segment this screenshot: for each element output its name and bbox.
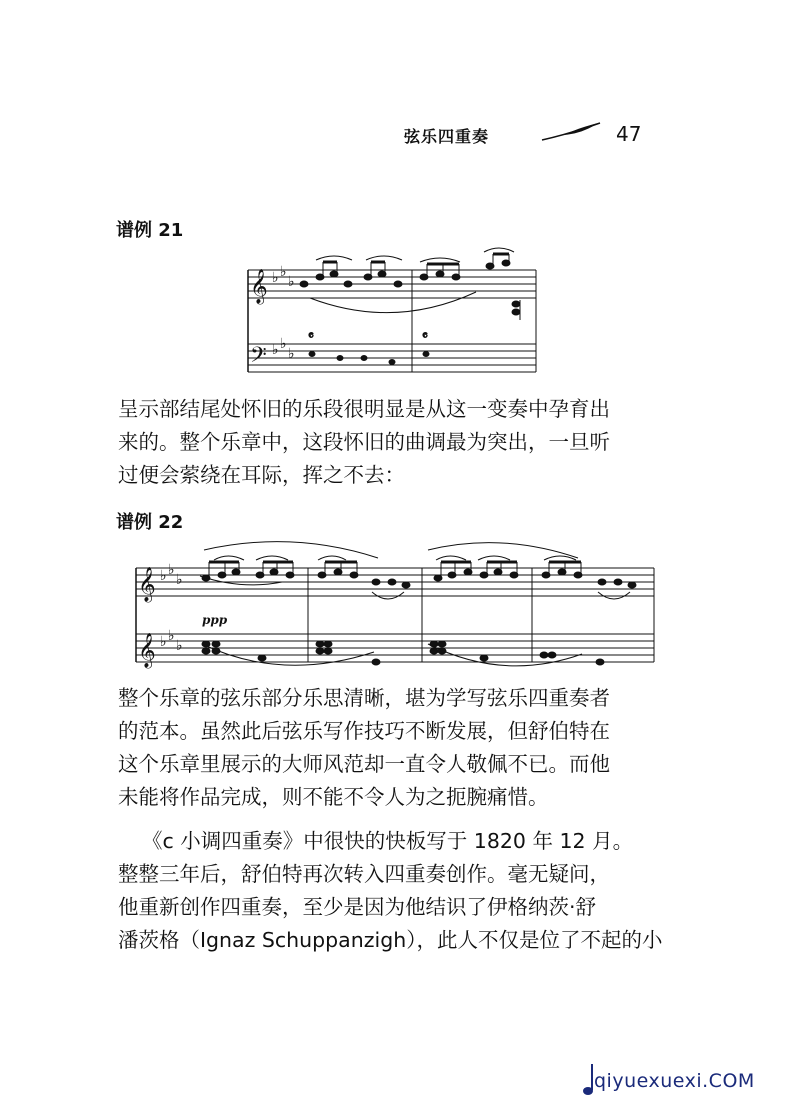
music-example-21 (244, 246, 540, 386)
watermark-text: qiyuexuexi.COM (594, 1070, 755, 1092)
treble-clef-icon: 𝄞 (138, 567, 156, 602)
paragraph-line: 呈示部结尾处怀旧的乐段很明显是从这一变奏中孕育出 (118, 397, 610, 421)
paragraph-2 (118, 682, 678, 814)
svg-text:♭: ♭ (280, 336, 287, 352)
svg-text:♭: ♭ (168, 562, 175, 578)
example-21-label: 谱例 21 (116, 220, 184, 241)
paragraph-line: 他重新创作四重奏，至少是因为他结识了伊格纳茨·舒 (118, 895, 597, 919)
paragraph-line: 整整三年后，舒伯特再次转入四重奏创作。毫无疑问， (118, 862, 610, 886)
paragraph-line: 的范本。虽然此后弦乐写作技巧不断发展，但舒伯特在 (118, 719, 610, 743)
paragraph-line: 《c 小调四重奏》中很快的快板写于 1820 年 12 月。 (142, 829, 634, 853)
paragraph-1 (118, 393, 678, 492)
paragraph-line: 潘茨格（Ignaz Schuppanzigh），此人不仅是位了不起的小 (118, 928, 663, 952)
svg-text:♭: ♭ (160, 568, 167, 584)
svg-text:♭: ♭ (280, 264, 287, 280)
svg-text:♭: ♭ (176, 638, 183, 654)
treble-clef-icon: 𝄞 (250, 269, 268, 304)
running-header-title: 弦乐四重奏 (404, 127, 490, 146)
svg-text:♭: ♭ (168, 628, 175, 644)
svg-text:♭: ♭ (288, 274, 295, 290)
example-22-label: 谱例 22 (116, 512, 184, 533)
paragraph-line: 整个乐章的弦乐部分乐思清晰，堪为学写弦乐四重奏者 (118, 686, 610, 710)
music-example-22 (132, 536, 660, 674)
svg-text:♭: ♭ (176, 572, 183, 588)
paragraph-3 (118, 825, 678, 957)
page-number: 47 (616, 122, 642, 146)
bass-clef-icon: 𝄢 (250, 343, 267, 373)
quill-ornament-icon (540, 120, 604, 144)
paragraph-line: 这个乐章里展示的大师风范却一直令人敬佩不已。而他 (118, 752, 610, 776)
paragraph-line: 来的。整个乐章中，这段怀旧的曲调最为突出，一旦听 (118, 430, 610, 454)
svg-text:♭: ♭ (160, 634, 167, 650)
svg-text:♭: ♭ (288, 346, 295, 362)
paragraph-line: 未能将作品完成，则不能不令人为之扼腕痛惜。 (118, 785, 549, 809)
svg-text:𝄴: 𝄴 (422, 329, 428, 344)
treble-clef-icon: 𝄞 (138, 633, 156, 668)
svg-text:♭: ♭ (272, 270, 279, 286)
paragraph-line: 过便会萦绕在耳际，挥之不去： (118, 463, 405, 487)
dynamic-marking: ppp (202, 613, 228, 627)
svg-text:𝄴: 𝄴 (308, 329, 314, 344)
svg-text:♭: ♭ (272, 342, 279, 358)
